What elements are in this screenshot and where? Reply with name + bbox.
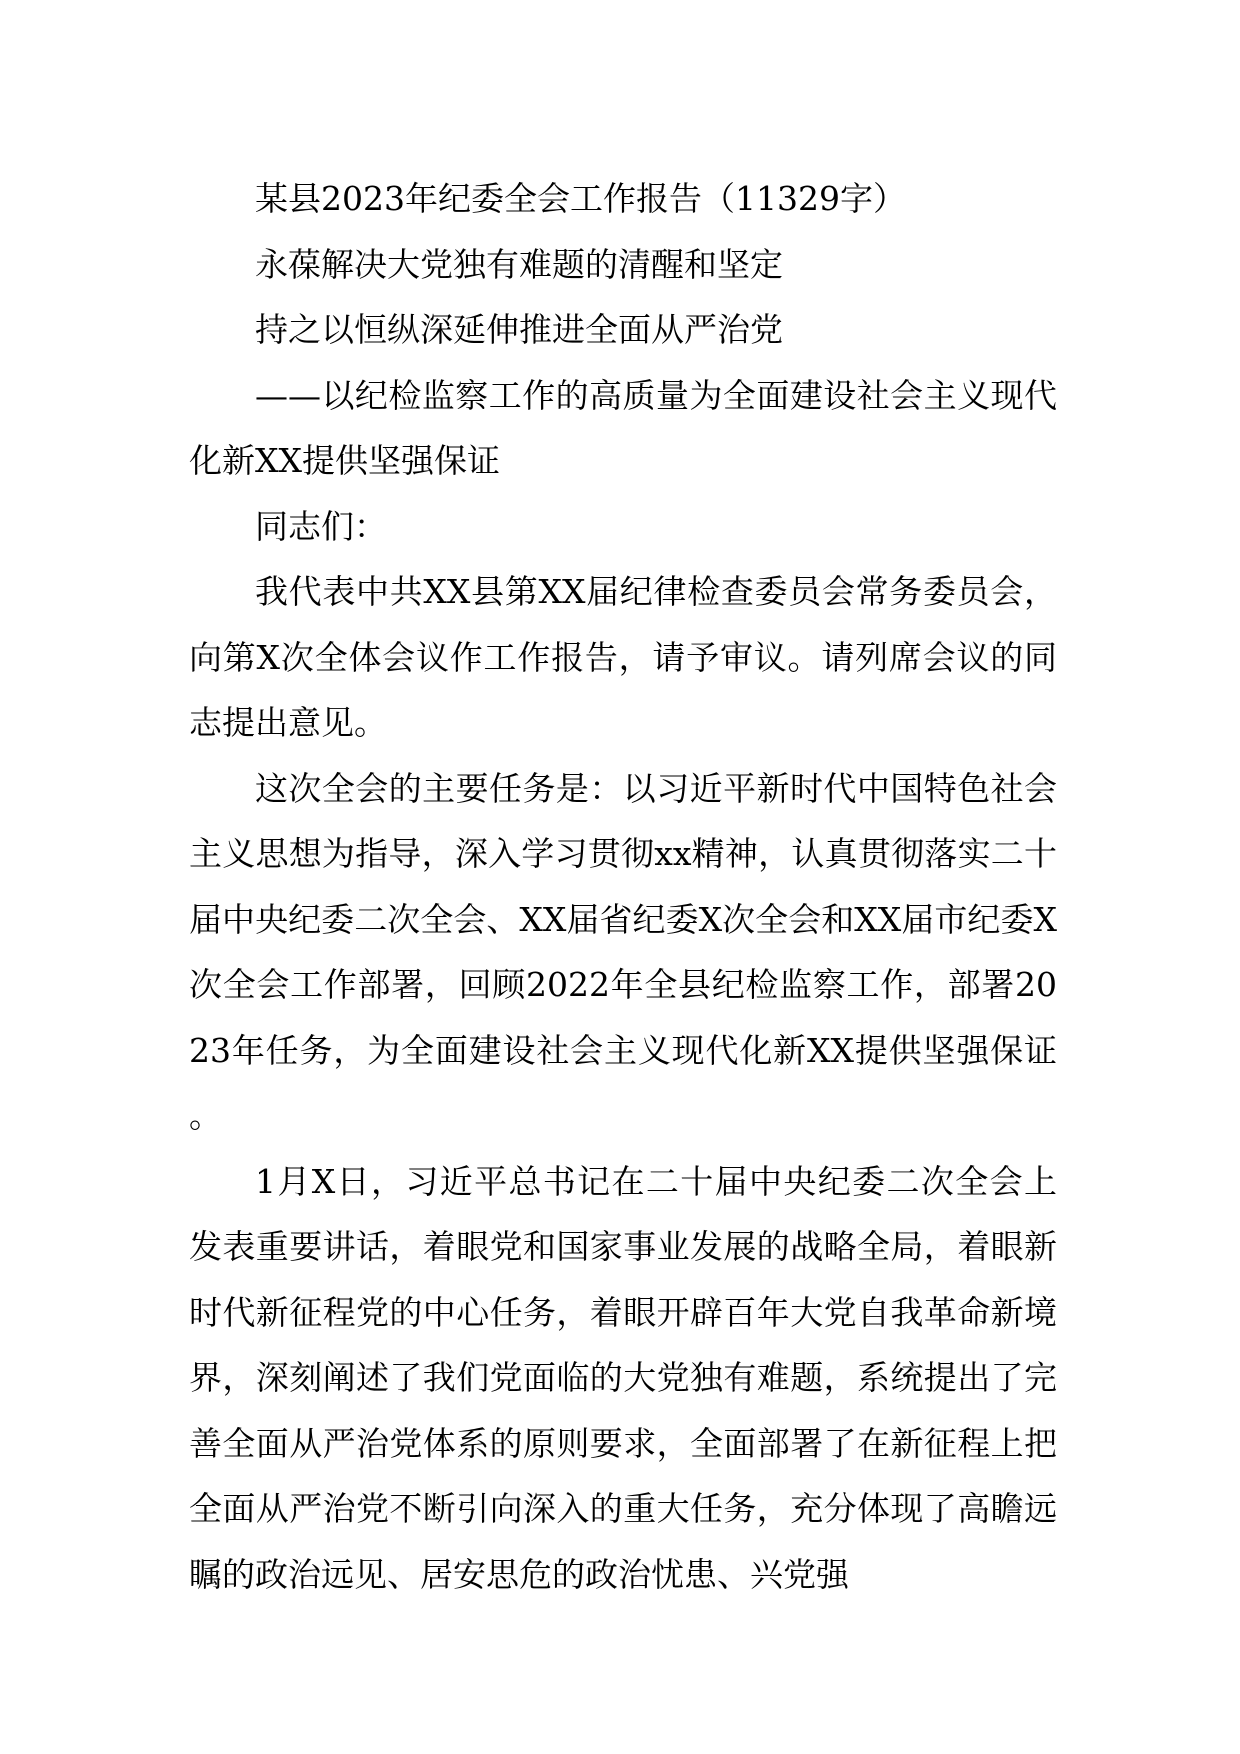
paragraph-3: 1月X日，习近平总书记在二十届中央纪委二次全会上发表重要讲话，着眼党和国家事业发展的战略全局，着眼新时代新征程党的中心任务，着眼开辟百年大党自我革命新境界，深刻阐述了我们党面临的大党独有难题，系统提出了完善全面从严治党体系的原则要求，全面部署了在新征程上把全面从严治党不断引向深入的重大任务，充分体现了高瞻远瞩的政治远见、居安思危的政治忧患、兴党强 (189, 1161, 1057, 1594)
document-heading-1: 永葆解决大党独有难题的清醒和坚定 (255, 244, 783, 284)
document-title: 某县2023年纪委全会工作报告（11329字） (255, 179, 906, 218)
paragraph-2: 这次全会的主要任务是：以习近平新时代中国特色社会主义思想为指导，深入学习贯彻xx精神，认真贯彻落实二十届中央纪委二次全会、XX届省纪委X次全会和XX届市纪委X次全会工作部署，回顾2022年全县纪检监察工作，部署2023年任务，为全面建设社会主义现代化新XX提供坚强保证。 (189, 768, 1057, 1135)
paragraph-1: 我代表中共XX县第XX届纪律检查委员会常务委员会，向第X次全体会议作工作报告，请予审议。请列席会议的同志提出意见。 (189, 572, 1057, 742)
document-heading-2: 持之以恒纵深延伸推进全面从严治党 (255, 310, 783, 349)
salutation: 同志们： (255, 506, 387, 546)
document-subtitle: ——以纪检监察工作的高质量为全面建设社会主义现代化新XX提供坚强保证 (189, 375, 1057, 480)
document-body (189, 166, 1057, 1607)
